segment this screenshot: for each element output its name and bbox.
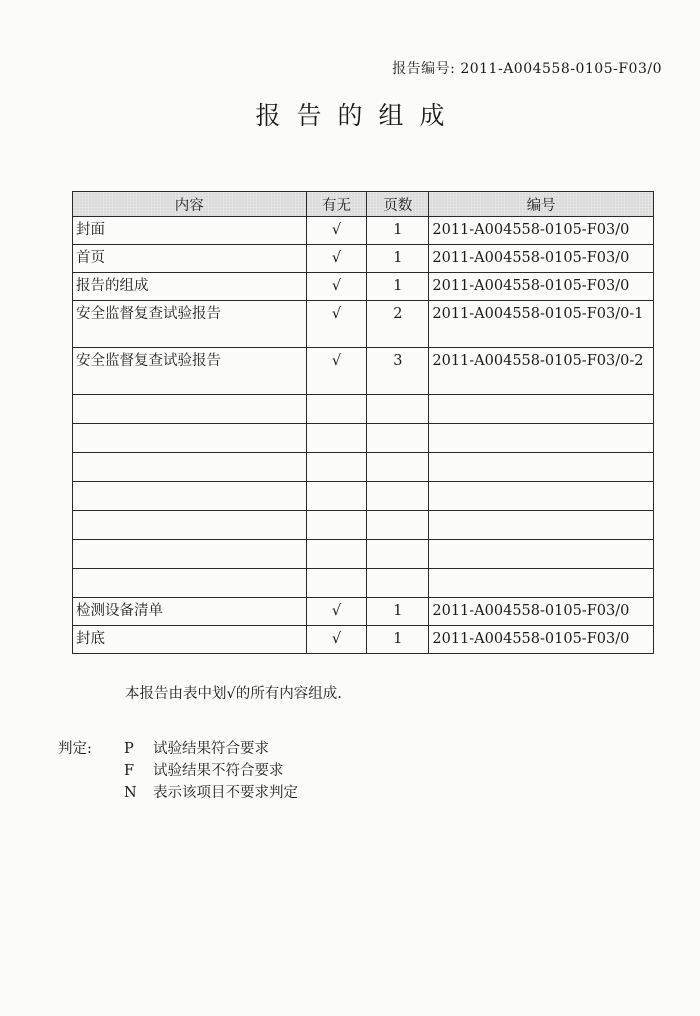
- table-row-empty: [73, 395, 654, 424]
- cell-number: 2011-A004558-0105-F03/0: [429, 245, 654, 273]
- cell-content: [73, 395, 307, 424]
- cell-present: [306, 511, 367, 540]
- column-header-pages: 页数: [367, 192, 429, 217]
- table-row-empty: [73, 540, 654, 569]
- cell-present: [306, 482, 367, 511]
- cell-present: √: [306, 626, 367, 654]
- cell-pages: [367, 424, 429, 453]
- cell-number: 2011-A004558-0105-F03/0: [429, 626, 654, 654]
- cell-number: 2011-A004558-0105-F03/0: [429, 217, 654, 245]
- cell-content: [73, 540, 307, 569]
- legend-label: 判定:: [58, 741, 92, 757]
- composition-table: [72, 191, 654, 654]
- legend-code: N: [124, 785, 137, 801]
- composition-note: 本报告由表中划√的所有内容组成.: [125, 686, 342, 702]
- cell-present: √: [306, 245, 367, 273]
- cell-content: 报告的组成: [73, 273, 307, 301]
- cell-content: [73, 511, 307, 540]
- cell-number: 2011-A004558-0105-F03/0-2: [429, 348, 654, 395]
- legend-row: [58, 738, 298, 760]
- column-header-content: 内容: [73, 192, 307, 217]
- table-row: [73, 348, 654, 395]
- cell-number: [429, 569, 654, 598]
- cell-content: 封底: [73, 626, 307, 654]
- cell-content: 检测设备清单: [73, 598, 307, 626]
- report-number: 报告编号: 2011-A004558-0105-F03/0: [392, 61, 662, 77]
- table-row-empty: [73, 424, 654, 453]
- cell-number: [429, 453, 654, 482]
- cell-pages: [367, 395, 429, 424]
- cell-content: [73, 482, 307, 511]
- cell-number: [429, 482, 654, 511]
- cell-present: [306, 453, 367, 482]
- cell-present: [306, 569, 367, 598]
- legend-row: [58, 782, 298, 804]
- table-header-row: [73, 192, 654, 217]
- cell-pages: 1: [367, 273, 429, 301]
- column-header-present: 有无: [306, 192, 367, 217]
- cell-content: 首页: [73, 245, 307, 273]
- cell-number: [429, 511, 654, 540]
- cell-present: [306, 540, 367, 569]
- cell-pages: 1: [367, 217, 429, 245]
- table-row: [73, 598, 654, 626]
- cell-pages: 1: [367, 626, 429, 654]
- table-row-empty: [73, 482, 654, 511]
- cell-pages: 3: [367, 348, 429, 395]
- cell-number: [429, 395, 654, 424]
- table-row-empty: [73, 569, 654, 598]
- table-row: [73, 273, 654, 301]
- cell-number: 2011-A004558-0105-F03/0: [429, 598, 654, 626]
- cell-present: √: [306, 301, 367, 348]
- legend-text: 试验结果不符合要求: [153, 763, 284, 779]
- legend-code: P: [124, 741, 134, 757]
- cell-number: [429, 540, 654, 569]
- cell-content: [73, 453, 307, 482]
- cell-present: √: [306, 217, 367, 245]
- table-row: [73, 217, 654, 245]
- table-row: [73, 245, 654, 273]
- cell-pages: [367, 540, 429, 569]
- cell-pages: [367, 511, 429, 540]
- cell-pages: [367, 482, 429, 511]
- legend-text: 表示该项目不要求判定: [153, 785, 298, 801]
- cell-pages: [367, 569, 429, 598]
- cell-pages: 1: [367, 598, 429, 626]
- legend-text: 试验结果符合要求: [153, 741, 269, 757]
- legend-code: F: [124, 763, 135, 779]
- cell-pages: 1: [367, 245, 429, 273]
- legend-row: [58, 760, 298, 782]
- table-row-empty: [73, 511, 654, 540]
- cell-present: √: [306, 273, 367, 301]
- cell-number: 2011-A004558-0105-F03/0: [429, 273, 654, 301]
- cell-content: 安全监督复查试验报告: [73, 348, 307, 395]
- page-title: 报告的组成: [255, 101, 461, 130]
- judgement-legend: [58, 738, 298, 804]
- cell-pages: [367, 453, 429, 482]
- cell-content: [73, 569, 307, 598]
- cell-content: [73, 424, 307, 453]
- table-row: [73, 301, 654, 348]
- cell-present: √: [306, 348, 367, 395]
- cell-number: 2011-A004558-0105-F03/0-1: [429, 301, 654, 348]
- cell-present: √: [306, 598, 367, 626]
- cell-number: [429, 424, 654, 453]
- table-row: [73, 626, 654, 654]
- cell-pages: 2: [367, 301, 429, 348]
- cell-content: 封面: [73, 217, 307, 245]
- cell-content: 安全监督复查试验报告: [73, 301, 307, 348]
- cell-present: [306, 424, 367, 453]
- cell-present: [306, 395, 367, 424]
- column-header-number: 编号: [429, 192, 654, 217]
- table-row-empty: [73, 453, 654, 482]
